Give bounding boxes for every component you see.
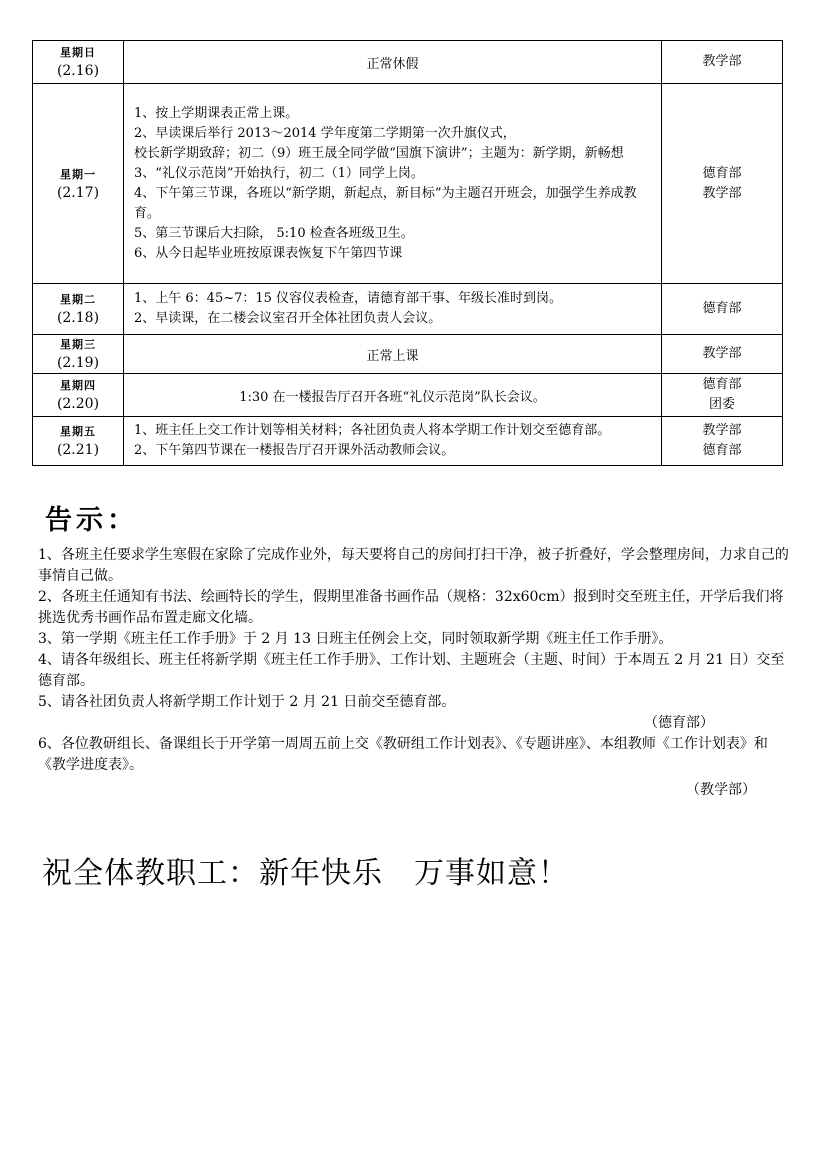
arrangement-text: 正常上课 bbox=[124, 335, 662, 374]
schedule-row-monday bbox=[33, 84, 783, 284]
notice-item: 3、第一学期《班主任工作手册》于 2 月 13 日班主任例会上交，同时领取新学期《班主任工作手册》。 bbox=[38, 631, 673, 647]
department-cell bbox=[662, 84, 783, 284]
notice-title: 告示： bbox=[45, 505, 138, 536]
day-cell bbox=[33, 374, 124, 417]
arrangement-item: 5、第三节课后大扫除， 5:10 检查各班级卫生。 bbox=[134, 225, 414, 241]
department-name: 团委 bbox=[708, 397, 735, 412]
schedule-row-thursday bbox=[33, 374, 783, 417]
day-cell bbox=[33, 84, 124, 284]
day-date: (2.17) bbox=[56, 184, 100, 201]
department-name: 教学部 bbox=[702, 423, 742, 438]
notice-item: 2、各班主任通知有书法、绘画特长的学生，假期里准备书画作品（规格：32x60cm）报到时交至班主任，开学后我们将挑选优秀书画作品布置走廊文化墙。 bbox=[38, 589, 784, 626]
day-cell bbox=[33, 335, 124, 374]
day-cell bbox=[33, 417, 124, 466]
day-date: (2.19) bbox=[56, 355, 100, 371]
day-date: (2.21) bbox=[56, 442, 100, 458]
arrangement-list bbox=[124, 284, 662, 335]
department-name: 德育部 bbox=[702, 443, 742, 458]
day-name: 星期三 bbox=[60, 338, 96, 351]
day-name: 星期一 bbox=[60, 167, 96, 181]
department-cell bbox=[662, 417, 783, 466]
department-name: 教学部 bbox=[702, 185, 742, 201]
day-date: (2.18) bbox=[56, 310, 100, 326]
schedule-row-sunday bbox=[33, 41, 783, 84]
department-cell bbox=[662, 335, 783, 374]
notice-item: 6、各位教研组长、备课组长于开学第一周周五前上交《教研组工作计划表》、《专题讲座》、本组教师《工作计划表》和《教学进度表》。 bbox=[38, 736, 768, 773]
notice-item: 5、请各社团负责人将新学期工作计划于 2 月 21 日前交至德育部。 bbox=[38, 694, 456, 710]
day-date: (2.20) bbox=[56, 396, 100, 412]
arrangement-item: 1、上午 6：45~7：15 仪容仪表检查，请德育部干事、年级长准时到岗。 bbox=[134, 291, 563, 306]
arrangement-text: 正常休假 bbox=[124, 41, 662, 84]
arrangement-item: 2、早读课，在二楼会议室召开全体社团负责人会议。 bbox=[134, 311, 442, 326]
department-name: 德育部 bbox=[702, 165, 742, 181]
department-name: 教学部 bbox=[702, 54, 742, 69]
department-cell bbox=[662, 41, 783, 84]
arrangement-item: 4、下午第三节课，各班以“新学期，新起点，新目标”为主题召开班会，加强学生养成教育。 bbox=[134, 185, 637, 221]
department-name: 德育部 bbox=[702, 377, 742, 392]
schedule-row-friday bbox=[33, 417, 783, 466]
department-name: 德育部 bbox=[702, 301, 742, 316]
arrangement-list bbox=[124, 84, 662, 284]
department-name: 教学部 bbox=[702, 346, 742, 361]
arrangement-list bbox=[124, 417, 662, 466]
notice-signature: （德育部） bbox=[644, 715, 714, 731]
new-year-greeting: 祝全体教职工：新年快乐 万事如意！ bbox=[42, 856, 569, 891]
department-cell bbox=[662, 284, 783, 335]
arrangement-item: 3、“礼仪示范岗”开始执行，初二（1）同学上岗。 bbox=[134, 165, 424, 181]
arrangement-item: 1、班主任上交工作计划等相关材料；各社团负责人将本学期工作计划交至德育部。 bbox=[134, 423, 611, 438]
notice-item: 4、请各年级组长、班主任将新学期《班主任工作手册》、工作计划、主题班会（主题、时间）于本周五 2 月 21 日）交至德育部。 bbox=[38, 652, 785, 689]
schedule-row-wednesday bbox=[33, 335, 783, 374]
day-cell bbox=[33, 41, 124, 84]
day-name: 星期四 bbox=[60, 379, 96, 392]
day-date: (2.16) bbox=[56, 63, 100, 79]
arrangement-item: 2、早读课后举行 2013～2014 学年度第二学期第一次升旗仪式， bbox=[134, 125, 516, 141]
day-name: 星期五 bbox=[60, 425, 96, 438]
arrangement-item: 2、下午第四节课在一楼报告厅召开课外活动教师会议。 bbox=[134, 443, 455, 458]
schedule-row-tuesday bbox=[33, 284, 783, 335]
notice-item: 1、各班主任要求学生寒假在家除了完成作业外，每天要将自己的房间打扫干净，被子折叠好，学会整理房间，力求自己的事情自己做。 bbox=[38, 547, 789, 584]
arrangement-item: 6、从今日起毕业班按原课表恢复下午第四节课 bbox=[134, 245, 403, 261]
arrangement-item: 1、按上学期课表正常上课。 bbox=[134, 105, 299, 121]
arrangement-text: 1:30 在一楼报告厅召开各班“礼仪示范岗”队长会议。 bbox=[124, 374, 662, 417]
day-name: 星期二 bbox=[60, 293, 96, 306]
day-name: 星期日 bbox=[60, 46, 96, 59]
notice-signature: （教学部） bbox=[686, 782, 756, 798]
arrangement-item: 校长新学期致辞；初二（9）班王晟全同学做“国旗下演讲”；主题为：新学期，新畅想 bbox=[134, 145, 624, 161]
day-cell bbox=[33, 284, 124, 335]
notice-list bbox=[38, 545, 790, 801]
department-cell bbox=[662, 374, 783, 417]
schedule-table bbox=[32, 40, 783, 466]
